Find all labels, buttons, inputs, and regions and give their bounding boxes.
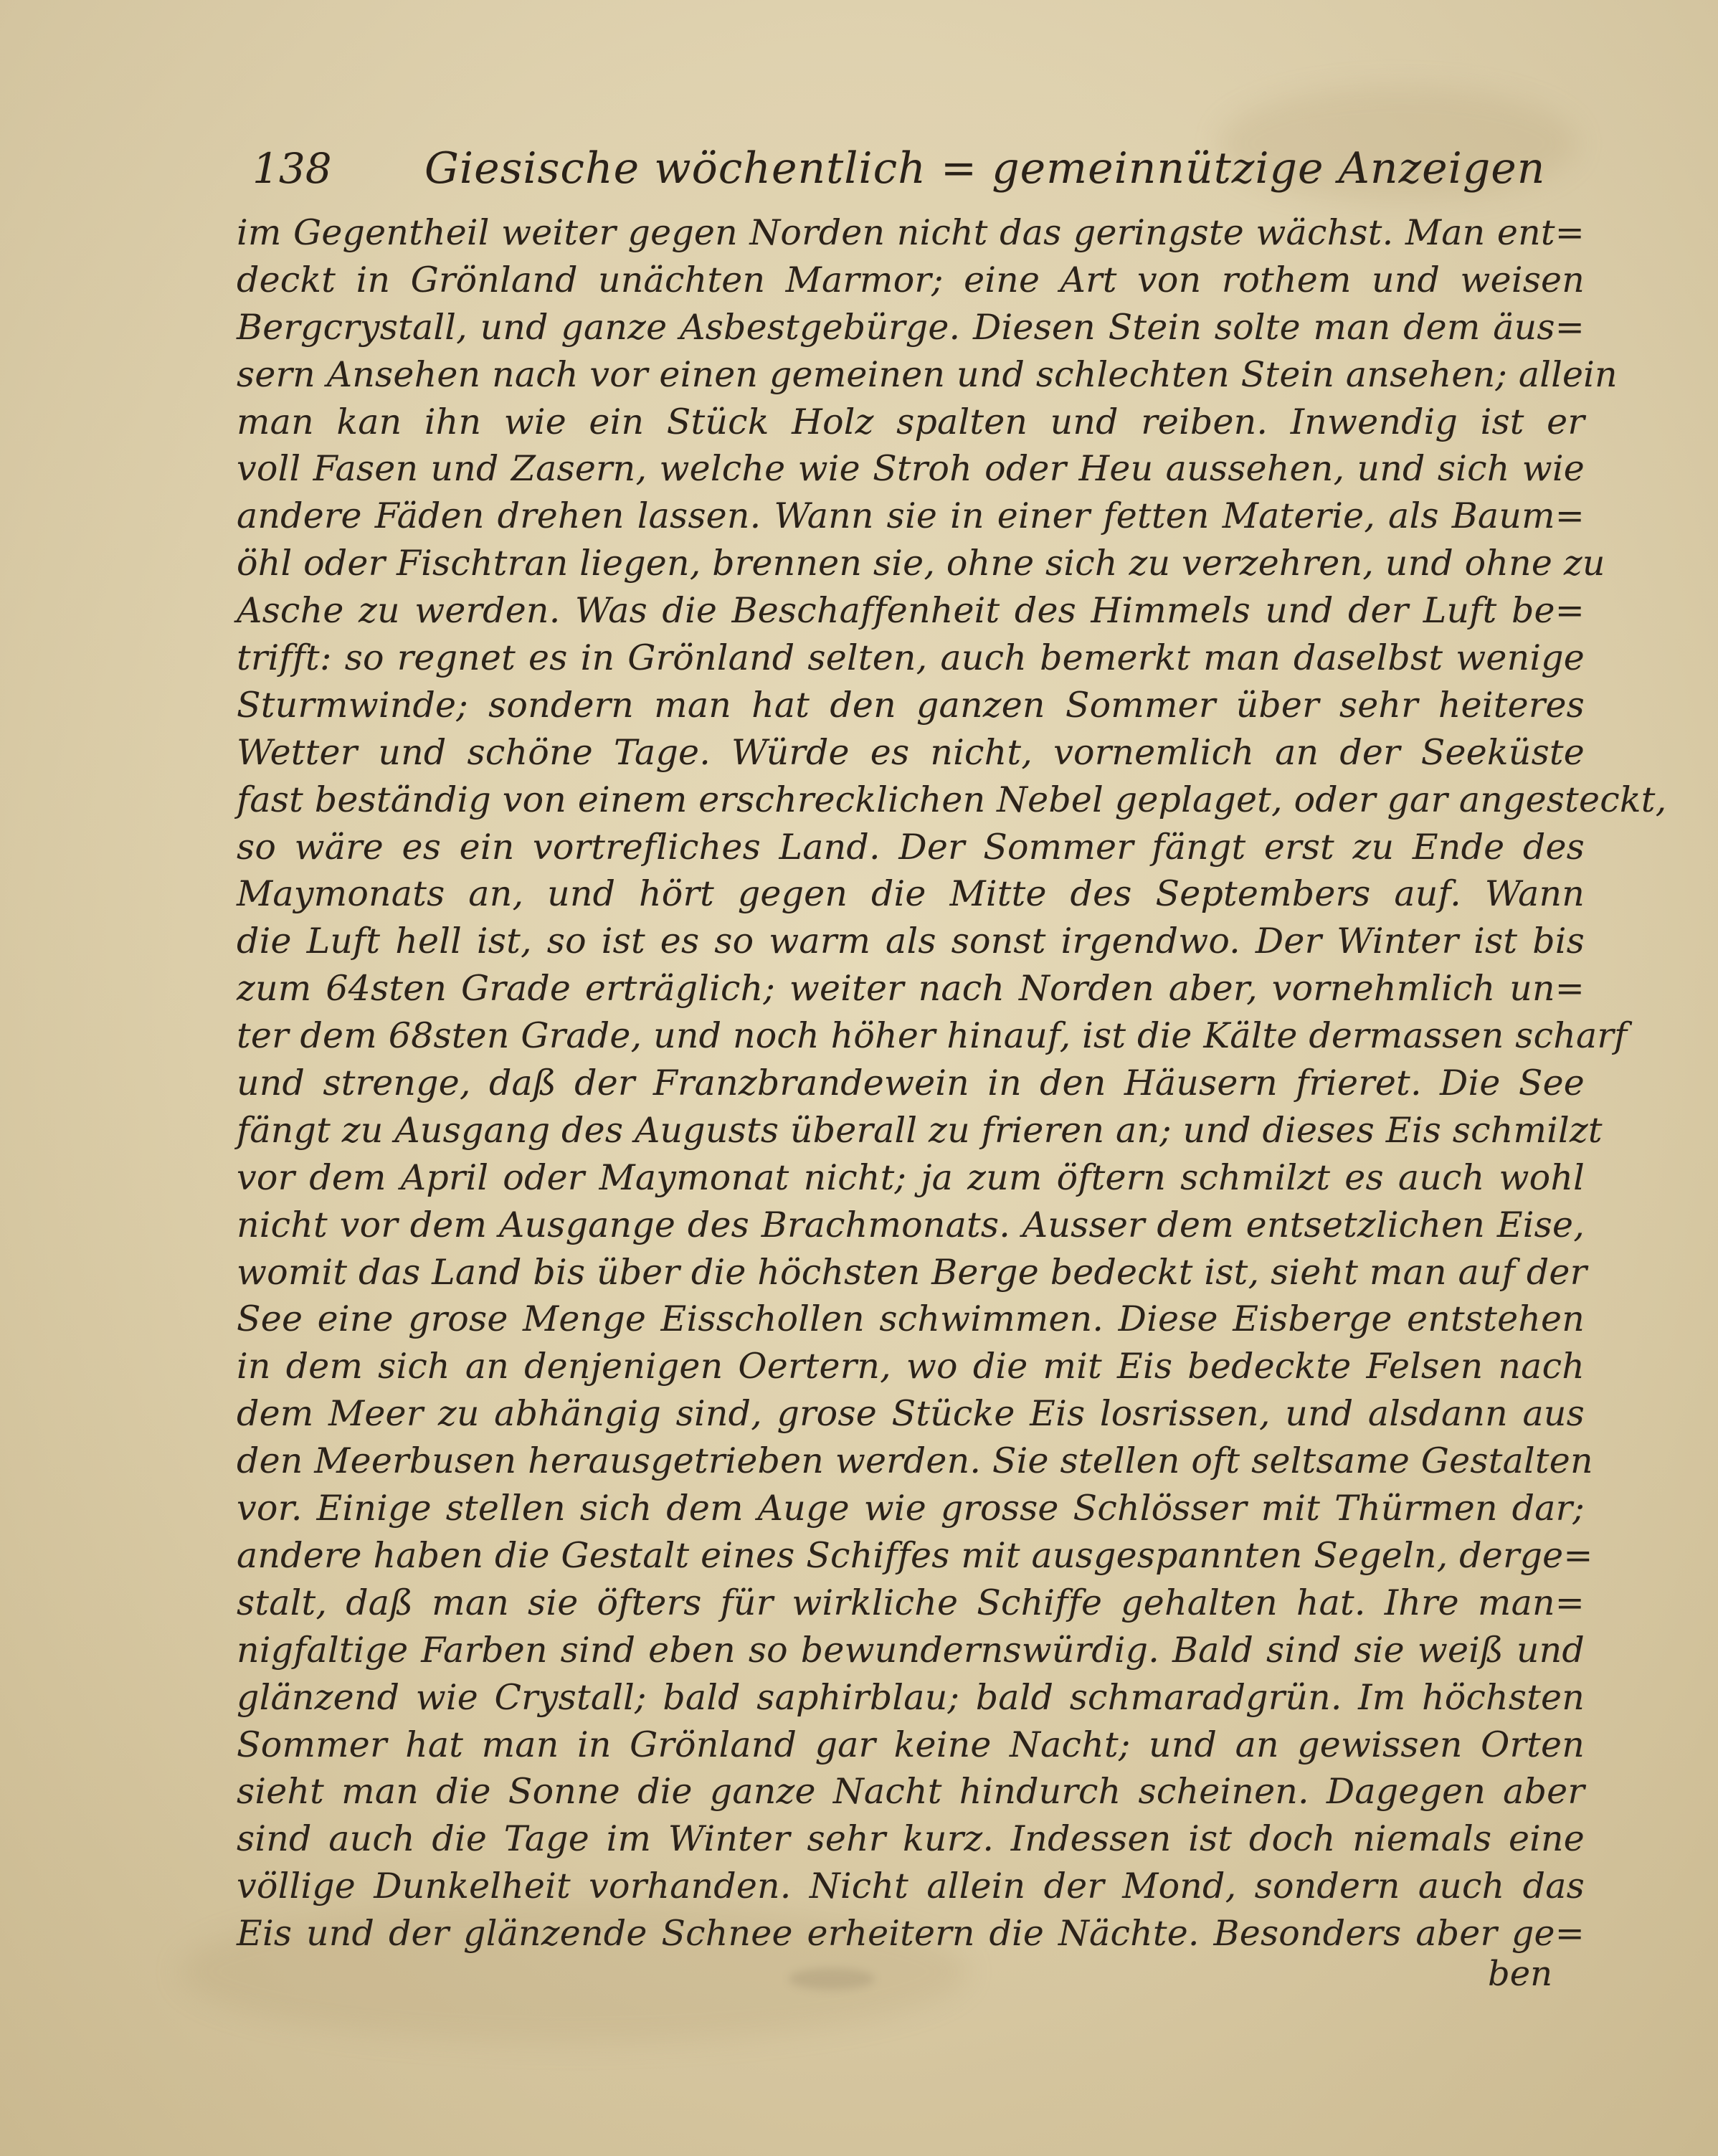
text-line: Asche zu werden. Was die Beschaffenheit des Himmels und der Luft be= — [237, 590, 1585, 632]
text-line: sern Ansehen nach vor einen gemeinen und schlechten Stein ansehen; allein — [237, 353, 1618, 395]
text-line: öhl oder Fischtran liegen, brennen sie, ohne sich zu verzehren, und ohne zu — [237, 543, 1605, 584]
text-line: sieht man die Sonne die ganze Nacht hindurch scheinen. Dagegen aber — [237, 1771, 1585, 1813]
text-line: Sommer hat man in Grönland gar keine Nacht; und an gewissen Orten — [237, 1724, 1585, 1765]
text-line: vor. Einige stellen sich dem Auge wie grosse Schlösser mit Thürmen dar; — [237, 1488, 1585, 1529]
text-line: deckt in Grönland unächten Marmor; eine Art von rothem und weisen — [237, 259, 1585, 300]
text-line: Bergcrystall, und ganze Asbestgebürge. Diesen Stein solte man dem äus= — [237, 306, 1585, 348]
text-line: andere haben die Gestalt eines Schiffes mit ausgespannten Segeln, derge= — [237, 1534, 1593, 1576]
text-line: sind auch die Tage im Winter sehr kurz. Indessen ist doch niemals eine — [237, 1818, 1585, 1860]
text-line: den Meerbusen herausgetrieben werden. Sie stellen oft seltsame Gestalten — [237, 1440, 1593, 1482]
text-line: im Gegentheil weiter gegen Norden nicht das geringste wächst. Man ent= — [237, 212, 1585, 253]
text-line: fängt zu Ausgang des Augusts überall zu frieren an; und dieses Eis schmilzt — [237, 1109, 1603, 1151]
catchword: ben — [1488, 1954, 1553, 1994]
text-line: fast beständig von einem erschrecklichen Nebel geplaget, oder gar angesteckt, — [237, 779, 1667, 820]
text-line: Maymonats an, und hört gegen die Mitte des Septembers auf. Wann — [237, 873, 1585, 915]
text-line: Eis und der glänzende Schnee erheitern die Nächte. Besonders aber ge= — [237, 1913, 1585, 1955]
text-line: so wäre es ein vortrefliches Land. Der Sommer fängt erst zu Ende des — [237, 826, 1585, 868]
running-title: Giesische wöchentlich = gemeinnützige Anzeigen — [424, 143, 1546, 194]
text-line: völlige Dunkelheit vorhanden. Nicht allein der Mond, sondern auch das — [237, 1866, 1585, 1907]
running-header — [252, 136, 1546, 201]
text-line: womit das Land bis über die höchsten Berge bedeckt ist, sieht man auf der — [237, 1251, 1588, 1293]
text-line: die Luft hell ist, so ist es so warm als sonst irgendwo. Der Winter ist bis — [237, 921, 1585, 962]
page-number: 138 — [252, 144, 332, 193]
text-line: glänzend wie Crystall; bald saphirblau; bald schmaradgrün. Im höchsten — [237, 1676, 1585, 1718]
ink-smudge — [789, 1968, 875, 1990]
text-line: dem Meer zu abhängig sind, grose Stücke Eis losrissen, und alsdann aus — [237, 1393, 1585, 1435]
text-line: stalt, daß man sie öfters für wirkliche Schiffe gehalten hat. Ihre man= — [237, 1582, 1585, 1623]
text-line: und strenge, daß der Franzbrandewein in den Häusern frieret. Die See — [237, 1063, 1585, 1104]
text-line: See eine grose Menge Eisschollen schwimmen. Diese Eisberge entstehen — [237, 1298, 1585, 1340]
text-line: nigfaltige Farben sind eben so bewundernswürdig. Bald sind sie weiß und — [237, 1629, 1585, 1671]
text-line: Sturmwinde; sondern man hat den ganzen Sommer über sehr heiteres — [237, 684, 1585, 726]
text-line: in dem sich an denjenigen Oertern, wo die mit Eis bedeckte Felsen nach — [237, 1346, 1585, 1387]
body-text — [237, 209, 1667, 1957]
text-line: trifft: so regnet es in Grönland selten, auch bemerkt man daselbst wenige — [237, 637, 1585, 679]
text-line: ter dem 68sten Grade, und noch höher hinauf, ist die Kälte dermassen scharf — [237, 1015, 1628, 1057]
text-line: zum 64sten Grade erträglich; weiter nach Norden aber, vornehmlich un= — [237, 968, 1585, 1010]
text-line: man kan ihn wie ein Stück Holz spalten und reiben. Inwendig ist er — [237, 401, 1585, 442]
text-line: andere Fäden drehen lassen. Wann sie in einer fetten Materie, als Baum= — [237, 495, 1585, 537]
text-line: voll Fasen und Zasern, welche wie Stroh oder Heu aussehen, und sich wie — [237, 448, 1585, 490]
text-line: vor dem April oder Maymonat nicht; ja zum öftern schmilzt es auch wohl — [237, 1157, 1585, 1198]
text-line: Wetter und schöne Tage. Würde es nicht, vornemlich an der Seeküste — [237, 731, 1585, 773]
text-line: nicht vor dem Ausgange des Brachmonats. Ausser dem entsetzlichen Eise, — [237, 1204, 1585, 1245]
